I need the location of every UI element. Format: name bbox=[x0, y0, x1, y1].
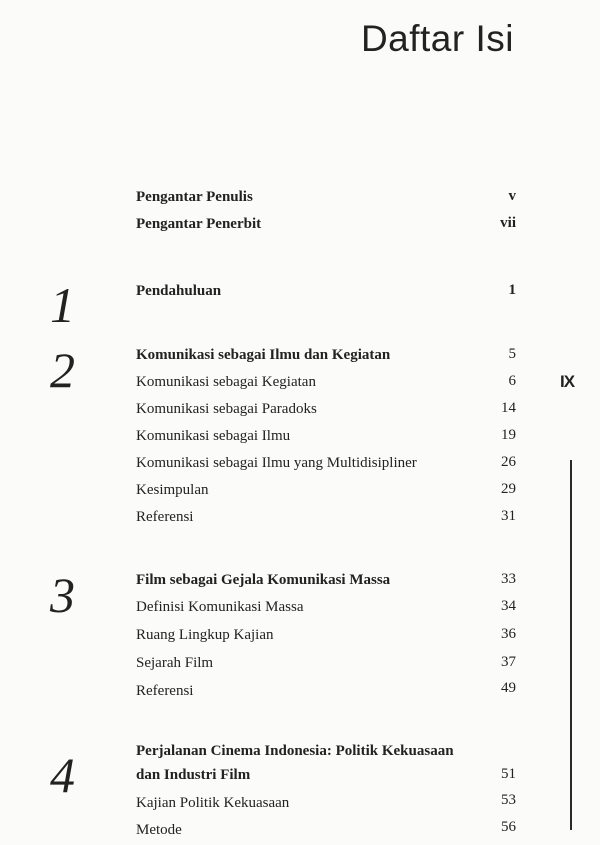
toc-page-number: 26 bbox=[501, 454, 516, 470]
toc-entry[interactable]: Komunikasi sebagai Paradoks bbox=[136, 401, 317, 417]
chapter-number-3: 3 bbox=[50, 567, 75, 623]
toc-entry-chapter-2[interactable]: Komunikasi sebagai Ilmu dan Kegiatan bbox=[136, 347, 391, 363]
toc-entry-chapter-3[interactable]: Film sebagai Gejala Komunikasi Massa bbox=[136, 572, 391, 588]
toc-entry[interactable]: Definisi Komunikasi Massa bbox=[136, 599, 304, 615]
toc-page-number: 37 bbox=[501, 654, 516, 670]
toc-entry[interactable]: Kajian Politik Kekuasaan bbox=[136, 795, 290, 811]
chapter-number-2: 2 bbox=[50, 342, 75, 398]
toc-page-number: 51 bbox=[501, 766, 516, 782]
toc-entry-pengantar-penerbit[interactable]: Pengantar Penerbit bbox=[136, 216, 262, 232]
toc-page-number: 33 bbox=[501, 571, 516, 587]
toc-page-number: 53 bbox=[501, 792, 516, 808]
toc-page-number: 31 bbox=[501, 508, 516, 524]
toc-page-number: 14 bbox=[501, 400, 516, 416]
toc-page-number: 56 bbox=[501, 819, 516, 835]
toc-entry[interactable]: Referensi bbox=[136, 683, 194, 699]
toc-entry[interactable]: Komunikasi sebagai Kegiatan bbox=[136, 374, 316, 390]
toc-entry[interactable]: Komunikasi sebagai Ilmu yang Multidisipliner bbox=[136, 455, 417, 471]
show-through bbox=[380, 150, 500, 350]
toc-entry[interactable]: Kesimpulan bbox=[136, 482, 209, 498]
toc-page-number: 1 bbox=[508, 282, 516, 298]
toc-page-number: vii bbox=[500, 215, 516, 231]
toc-entry[interactable]: Metode bbox=[136, 822, 182, 838]
toc-page-number: 29 bbox=[501, 481, 516, 497]
toc-page-number: 34 bbox=[501, 598, 516, 614]
toc-entry[interactable]: Ruang Lingkup Kajian bbox=[136, 627, 274, 643]
toc-entry-pengantar-penulis[interactable]: Pengantar Penulis bbox=[136, 189, 253, 205]
toc-page-number: v bbox=[508, 188, 516, 204]
margin-rule bbox=[570, 460, 572, 830]
chapter-number-4: 4 bbox=[50, 747, 75, 803]
toc-entry-chapter-4-line2[interactable]: dan Industri Film bbox=[136, 767, 251, 783]
chapter-number-1: 1 bbox=[50, 277, 75, 333]
toc-entry-chapter-1[interactable]: Pendahuluan bbox=[136, 283, 222, 299]
toc-page-number: 19 bbox=[501, 427, 516, 443]
folio-page-number: IX bbox=[560, 372, 575, 391]
page-title: Daftar Isi bbox=[360, 18, 514, 59]
toc-page-number: 49 bbox=[501, 680, 516, 696]
toc-page-number: 6 bbox=[508, 373, 516, 389]
toc-entry[interactable]: Komunikasi sebagai Ilmu bbox=[136, 428, 291, 444]
toc-page-number: 5 bbox=[508, 346, 516, 362]
toc-entry[interactable]: Sejarah Film bbox=[136, 655, 214, 671]
toc-entry[interactable]: Referensi bbox=[136, 509, 194, 525]
toc-entry-chapter-4[interactable]: Perjalanan Cinema Indonesia: Politik Kekuasaan bbox=[136, 743, 454, 759]
toc-page-number: 36 bbox=[501, 626, 516, 642]
